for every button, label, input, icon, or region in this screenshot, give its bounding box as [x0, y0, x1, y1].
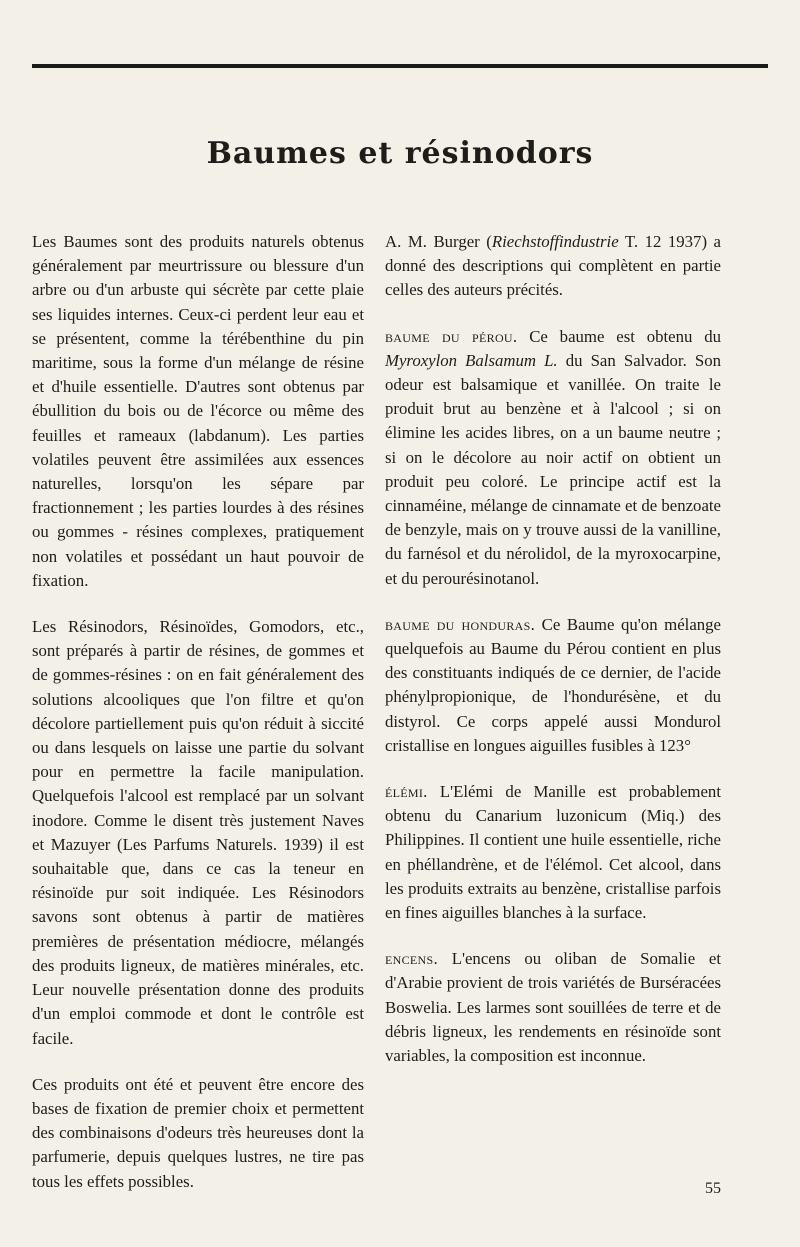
page-number: 55	[705, 1180, 721, 1197]
perou-species: Myroxylon Balsamum L.	[385, 350, 558, 370]
left-column	[32, 230, 364, 1194]
paragraph-encens	[385, 947, 721, 1068]
paragraph-baume-honduras	[385, 613, 721, 758]
heading-baume-honduras: baume du honduras.	[385, 614, 536, 634]
burger-text-b: T. 12 1937) a donné des descriptions qui complètent en partie celles des auteurs précités.	[385, 232, 722, 300]
paragraph-fixation: Ces produits ont été et peuvent être encore des bases de fixation de premier choix et permettent des combinaisons d'odeurs très heureuses dont la parfumerie, depuis quelques lustres, ne tire pas tous les effets possibles.	[32, 1074, 364, 1191]
paragraph-baume-perou	[385, 325, 721, 591]
honduras-text: Ce Baume qu'on mélange quelquefois au Baume du Pérou contient en plus des constituants indiqués de ce dernier, de l'acide phénylpropionique, de l'hondurésène, et du distyrol. Ce corps appelé aussi Mondurol cristallise en longues aiguilles fusibles à 123°	[385, 614, 721, 755]
perou-text-b: du San Salvador. Son odeur est balsamique et vanillée. On traite le produit brut au benzène et à l'alcool ; si on élimine les acides libres, on a un baume neutre ; si on le décolore au noir actif on obtient un produit peu coloré. Le principe actif est la cinnaméine, mélange de cinnamate et de benzoate de benzyle, mais on y trouve aussi de la vanilline, du farnésol et du nérolidol, de la myroxocarpine, et du perourésinotanol.	[385, 350, 721, 588]
paragraph-elemi	[385, 780, 721, 925]
burger-journal: Riechstoffindustrie	[491, 232, 619, 251]
top-rule	[32, 64, 768, 68]
heading-elemi: élémi.	[385, 782, 428, 802]
paragraph-baumes-intro: Les Baumes sont des produits naturels obtenus généralement par meurtrissure ou blessure d'un arbre ou d'un arbuste qui sécrète par cette plaie ses liquides internes. Ceux-ci perdent leur eau et se présentent, comme la térébenthine du pin maritime, sous la forme d'un mélange de résine et d'huile essentielle. D'autres sont obtenus par ébullition du bois ou de l'écorce ou même des feuilles et rameaux (labdanum). Les parties volatiles peuvent être assimilées aux essences naturelles, lorsqu'on les sépare par fractionnement ; les parties lourdes à des résines ou gommes - résines complexes, pratiquement non volatiles et possédant un haut pouvoir de fixation.	[32, 232, 364, 590]
page-title: Baumes et résinodors	[206, 136, 594, 171]
paragraph-burger	[385, 230, 721, 303]
heading-encens: encens.	[385, 949, 438, 969]
elemi-text: L'Elémi de Manille est probablement obtenu du Canarium luzonicum (Miq.) des Philippines. Il contient une huile essentielle, riche en phéllandrène, et de l'élémol. Cet alcool, dans les produits extraits au benzène, cristallise parfois en fines aiguilles blanches à la surface.	[385, 782, 721, 923]
right-column	[385, 230, 721, 1068]
paragraph-resinodors: Les Résinodors, Résinoïdes, Gomodors, etc., sont préparés à partir de résines, de gommes et de gommes-résines : on en fait généralement des solutions alcooliques que l'on filtre et qu'on décolore partiellement puis qu'on réduit à siccité ou dans lesquels on laisse une partie du solvant pour en permettre la facile manipulation. Quelquefois l'alcool est remplacé par un solvant inodore. Comme le disent très justement Naves et Mazuyer (Les Parfums Naturels. 1939) il est souhaitable que, dans ce cas la teneur en résinoïde pur soit indiquée. Les Résinodors savons sont obtenus à partir de matières premières de présentation médiocre, mélangés des produits ligneux, de matières minérales, etc. Leur nouvelle présentation donne des produits d'un emploi commode et dont le contrôle est facile.	[32, 617, 364, 1048]
perou-text-a: Ce baume est obtenu du	[517, 326, 722, 346]
burger-text-a: A. M. Burger (	[385, 232, 492, 251]
heading-baume-perou: baume du pérou.	[385, 326, 518, 346]
encens-text: L'encens ou oliban de Somalie et d'Arabie provient de trois variétés de Burséracées Boswelia. Les larmes sont souillées de terre et de débris ligneux, les rendements en résinoïde sont variables, la composition est inconnue.	[385, 949, 721, 1066]
